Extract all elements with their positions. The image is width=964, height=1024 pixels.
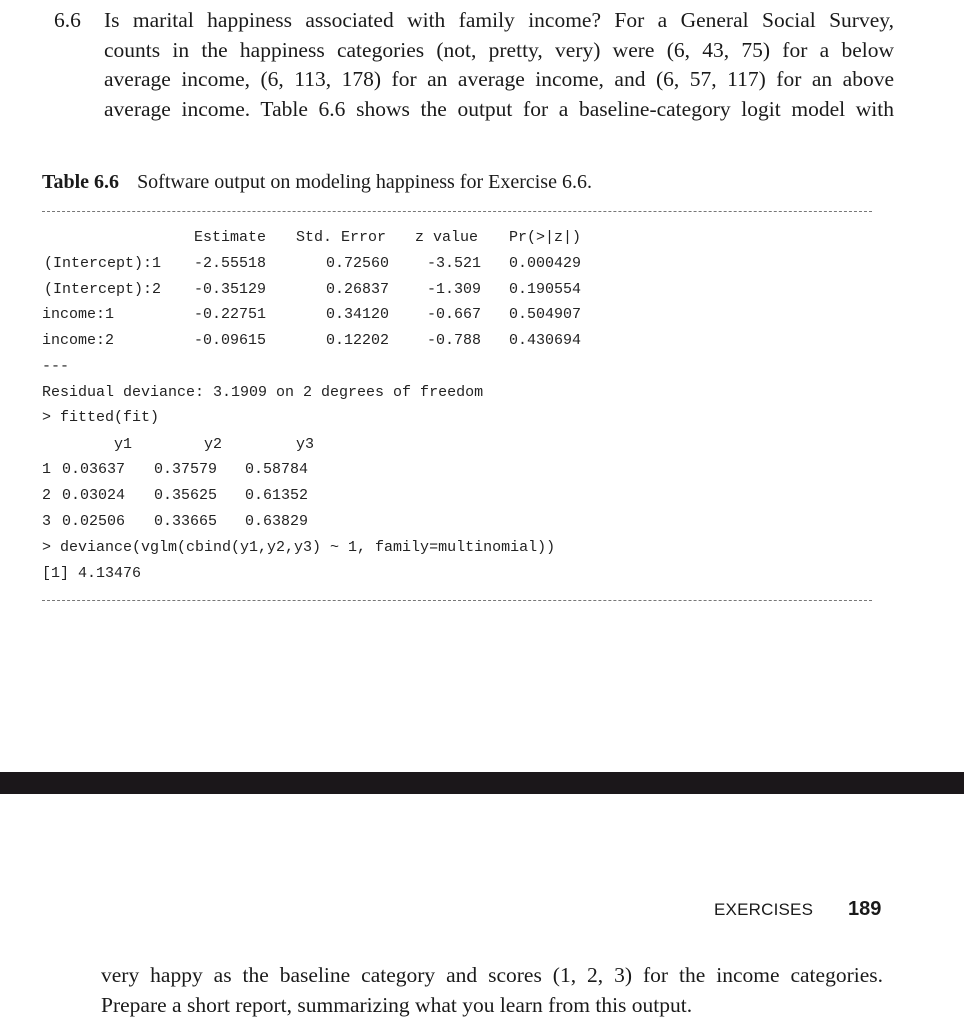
exercise-line: average income. Table 6.6 shows the output for a baseline-category logit model with	[104, 96, 894, 121]
y3-value: 0.63829	[245, 513, 309, 530]
continuation-line: Prepare a short report, summarizing what you learn from this output.	[101, 992, 693, 1017]
estimate: -0.35129	[194, 281, 267, 298]
deviance-command: > deviance(vglm(cbind(y1,y2,y3) ~ 1, family=multinomial))	[42, 539, 556, 556]
exercise-line: counts in the happiness categories (not, pretty, very) were (6, 43, 75) for a below	[104, 37, 894, 62]
exercise-6-6	[54, 6, 894, 124]
std-error: 0.72560	[326, 255, 390, 272]
y2-value: 0.33665	[154, 513, 218, 530]
y1-value: 0.02506	[62, 513, 126, 530]
col-header-y3: y3	[296, 436, 315, 453]
p-value: 0.000429	[509, 255, 582, 272]
bottom-dashed-rule	[42, 600, 872, 601]
col-header-estimate: Estimate	[194, 229, 267, 246]
std-error: 0.34120	[326, 306, 390, 323]
term: (Intercept):1	[44, 255, 162, 272]
residual-deviance: Residual deviance: 3.1909 on 2 degrees of freedom	[42, 384, 484, 401]
col-header-std-error: Std. Error	[296, 229, 387, 246]
col-header-p-value: Pr(>|z|)	[509, 229, 582, 246]
page-number: 189	[848, 898, 882, 920]
output-separator: ---	[42, 358, 70, 375]
page-break-band	[0, 772, 964, 794]
term: (Intercept):2	[44, 281, 162, 298]
z-value: -0.788	[427, 332, 482, 349]
exercise-text	[104, 6, 894, 124]
y1-value: 0.03637	[62, 461, 126, 478]
p-value: 0.504907	[509, 306, 582, 323]
exercise-number: 6.6	[54, 8, 81, 32]
running-head: EXERCISES	[714, 900, 814, 919]
table-label: Table 6.6	[42, 171, 120, 193]
estimate: -0.22751	[194, 306, 267, 323]
z-value: -3.521	[427, 255, 482, 272]
exercise-continuation	[101, 961, 883, 1020]
std-error: 0.26837	[326, 281, 390, 298]
estimate: -2.55518	[194, 255, 267, 272]
col-header-y1: y1	[114, 436, 133, 453]
continuation-line: very happy as the baseline category and scores (1, 2, 3) for the income categories.	[101, 963, 883, 987]
term: income:1	[42, 306, 115, 323]
z-value: -1.309	[427, 281, 482, 298]
exercise-line: Is marital happiness associated with family income? For a General Social Survey,	[104, 8, 894, 32]
row-index: 3	[42, 513, 52, 530]
term: income:2	[42, 332, 115, 349]
exercise-line: average income, (6, 113, 178) for an average income, and (6, 57, 117) for an above	[104, 67, 894, 91]
row-index: 2	[42, 487, 52, 504]
y1-value: 0.03024	[62, 487, 126, 504]
row-index: 1	[42, 461, 52, 478]
y3-value: 0.58784	[245, 461, 309, 478]
y3-value: 0.61352	[245, 487, 309, 504]
col-header-y2: y2	[204, 436, 223, 453]
estimate: -0.09615	[194, 332, 267, 349]
z-value: -0.667	[427, 306, 482, 323]
deviance-result: [1] 4.13476	[42, 565, 142, 582]
p-value: 0.190554	[509, 281, 582, 298]
fitted-command: > fitted(fit)	[42, 409, 160, 426]
table-caption-text: Software output on modeling happiness for Exercise 6.6.	[137, 171, 592, 193]
std-error: 0.12202	[326, 332, 390, 349]
y2-value: 0.35625	[154, 487, 218, 504]
y2-value: 0.37579	[154, 461, 218, 478]
col-header-z-value: z value	[415, 229, 479, 246]
p-value: 0.430694	[509, 332, 582, 349]
top-dashed-rule	[42, 211, 872, 212]
table-caption	[42, 171, 592, 194]
